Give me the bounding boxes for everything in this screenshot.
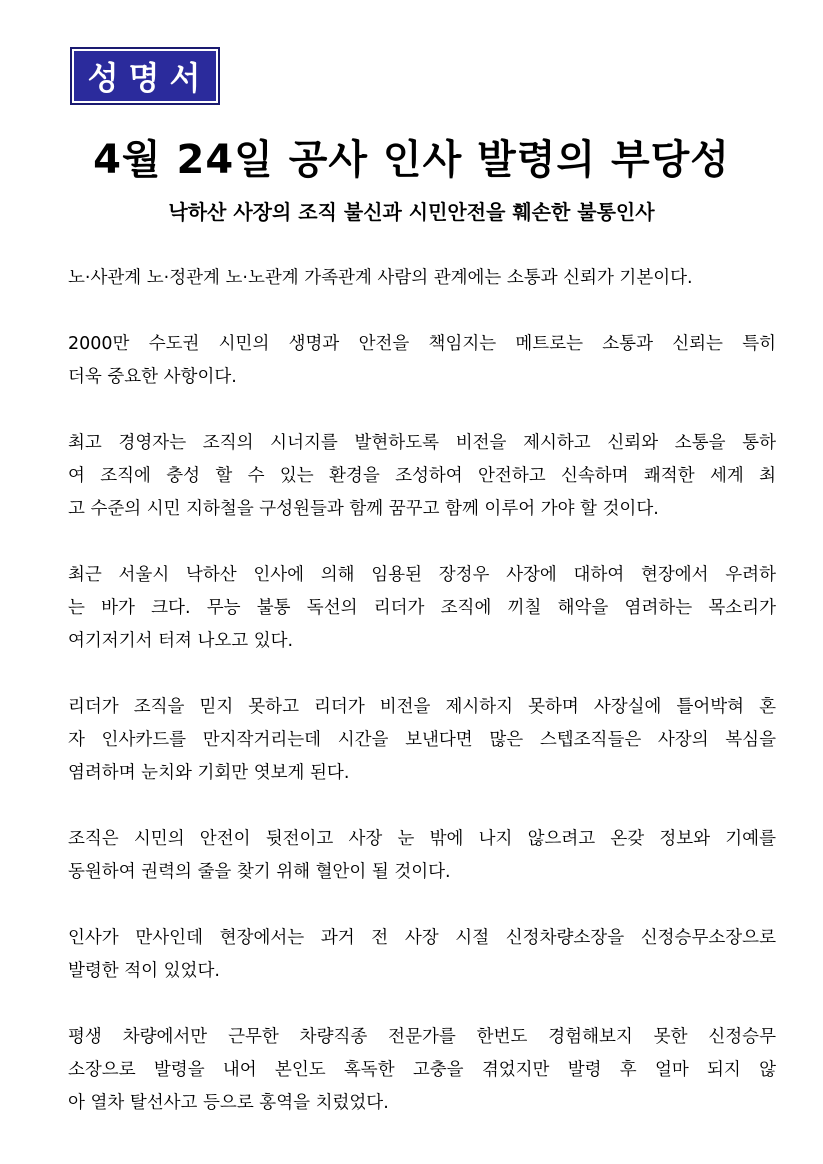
document-body [68, 262, 776, 1153]
paragraph [68, 1021, 776, 1120]
paragraph-line: 염려하며 눈치와 기회만 엿보게 된다. [68, 763, 350, 783]
paragraph-line: 노·사관계 노·정관계 노·노관계 가족관계 사람의 관계에는 소통과 신뢰가 기본이다. [68, 268, 693, 288]
paragraph-line: 동원하여 권력의 줄을 찾기 위해 혈안이 될 것이다. [68, 862, 451, 882]
paragraph-line: 소장으로 발령을 내어 본인도 혹독한 고충을 겪었지만 발령 후 얼마 되지 않 [68, 1060, 776, 1080]
paragraph-line: 고 수준의 시민 지하철을 구성원들과 함께 꿈꾸고 함께 이루어 가야 할 것이다. [68, 499, 659, 519]
paragraph-line: 자 인사카드를 만지작거리는데 시간을 보낸다면 많은 스텝조직들은 사장의 복심을 [68, 730, 776, 750]
paragraph-line: 아 열차 탈선사고 등으로 홍역을 치렀었다. [68, 1093, 389, 1113]
statement-badge-label: 성명서 [74, 51, 216, 101]
paragraph-line: 는 바가 크다. 무능 불통 독선의 리더가 조직에 끼칠 해악을 염려하는 목소리가 [68, 598, 776, 618]
paragraph [68, 823, 776, 889]
paragraph-line: 최고 경영자는 조직의 시너지를 발현하도록 비전을 제시하고 신뢰와 소통을 통하 [68, 433, 776, 453]
paragraph [68, 262, 776, 295]
paragraph [68, 328, 776, 394]
paragraph-line: 리더가 조직을 믿지 못하고 리더가 비전을 제시하지 못하며 사장실에 틀어박혀 혼 [68, 697, 776, 717]
paragraph-line: 인사가 만사인데 현장에서는 과거 전 사장 시절 신정차량소장을 신정승무소장으로 [68, 928, 776, 948]
paragraph-line: 여기저기서 터져 나오고 있다. [68, 631, 294, 651]
paragraph-line: 평생 차량에서만 근무한 차량직종 전문가를 한번도 경험해보지 못한 신정승무 [68, 1027, 776, 1047]
paragraph-line: 2000만 수도권 시민의 생명과 안전을 책임지는 메트로는 소통과 신뢰는 특히 [68, 334, 776, 354]
document-title: 4월 24일 공사 인사 발령의 부당성 [93, 137, 730, 183]
statement-badge [70, 47, 220, 105]
document-subtitle: 낙하산 사장의 조직 불신과 시민안전을 훼손한 불통인사 [168, 200, 655, 224]
paragraph [68, 691, 776, 790]
paragraph-line: 최근 서울시 낙하산 인사에 의해 임용된 장정우 사장에 대하여 현장에서 우려하 [68, 565, 776, 585]
paragraph [68, 922, 776, 988]
paragraph-line: 발령한 적이 있었다. [68, 961, 220, 981]
paragraph [68, 559, 776, 658]
paragraph [68, 427, 776, 526]
paragraph-line: 더욱 중요한 사항이다. [68, 367, 237, 387]
paragraph-line: 조직은 시민의 안전이 뒷전이고 사장 눈 밖에 나지 않으려고 온갖 정보와 기예를 [68, 829, 776, 849]
paragraph-line: 여 조직에 충성 할 수 있는 환경을 조성하여 안전하고 신속하며 쾌적한 세계 최 [68, 466, 776, 486]
